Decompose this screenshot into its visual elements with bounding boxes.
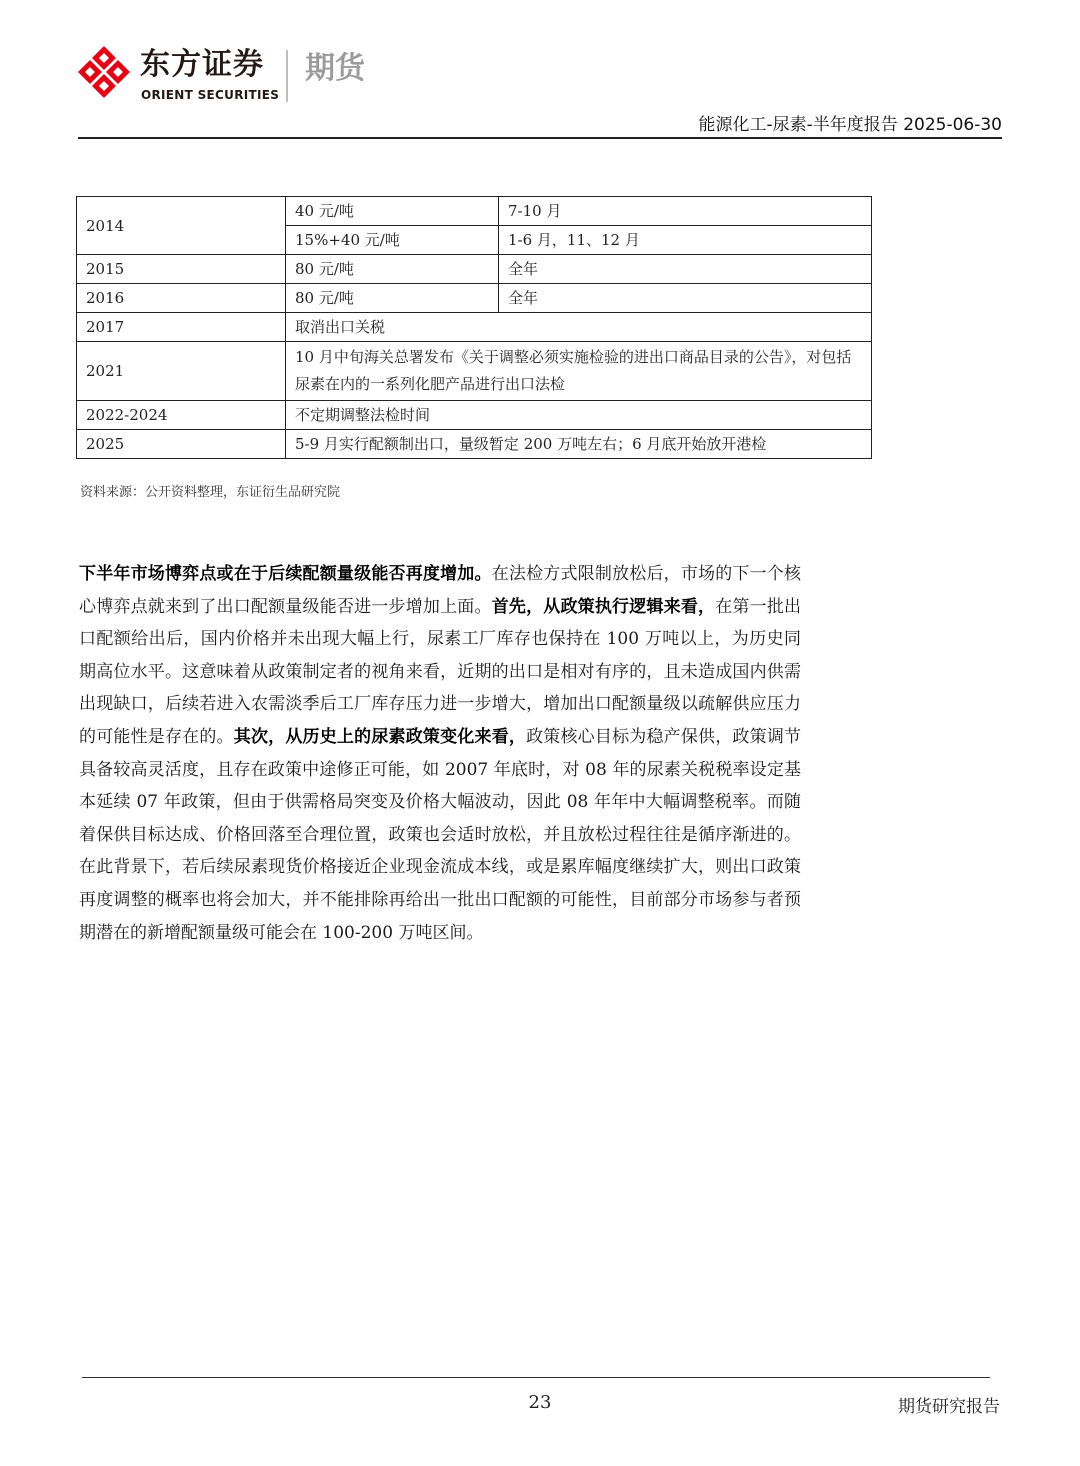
table-cell-year: 2014: [77, 197, 286, 255]
table-cell-note: 5-9 月实行配额制出口，量级暂定 200 万吨左右；6 月底开始放开港检: [286, 430, 872, 459]
table-cell-year: 2022-2024: [77, 401, 286, 430]
table-cell-year: 2016: [77, 284, 286, 313]
table-cell-tariff: 15%+40 元/吨: [286, 226, 499, 255]
footer-divider: [82, 1377, 990, 1378]
body-paragraph: [79, 558, 801, 949]
table-source-note: 资料来源：公开资料整理，东证衍生品研究院: [80, 485, 341, 500]
table-cell-note: 10 月中旬海关总署发布《关于调整必须实施检验的进出口商品目录的公告》，对包括尿素在内的一系列化肥产品进行出口法检: [286, 342, 872, 401]
paragraph-emphasis: 其次，从历史上的尿素政策变化来看，: [233, 726, 527, 747]
report-title-date: 能源化工-尿素-半年度报告 2025-06-30: [698, 115, 1002, 135]
paragraph-text: 政策核心目标为稳产保供，政策调节具备较高灵活度，且存在政策中途修正可能，如 2007 年底时，对 08 年的尿素关税税率设定基本延续 07 年政策，但由于供需格局突变及价格大幅波动，因此 08 年年中大幅调整税率。而随着保供目标达成、价格回落至合理位置，政策也会适时放松，并且放松过程往往是循序渐进的。在此背景下，若后续尿素现货价格接近企业现金流成本线，或是累库幅度继续扩大，则出口政策再度调整的概率也将会加大，并不能排除再给出一批出口配额的可能性，目前部分市场参与者预期潜在的新增配额量级可能会在 100-200 万吨区间。: [79, 726, 802, 943]
paragraph-text: 在法检方式限制放松后，市场的下一个核心博弈点就来到了出口配额量级能否进一步增加上面。: [79, 564, 802, 617]
table-cell-year: 2025: [77, 430, 286, 459]
table-cell-period: 7-10 月: [499, 197, 872, 226]
page-number: 23: [528, 1392, 552, 1413]
table-cell-year: 2021: [77, 342, 286, 401]
table-cell-period: 全年: [499, 255, 872, 284]
table-row: [77, 342, 872, 401]
table-cell-year: 2015: [77, 255, 286, 284]
table-row: [77, 284, 872, 313]
table-cell-tariff: 40 元/吨: [286, 197, 499, 226]
table-row: [77, 401, 872, 430]
table-cell-period: 全年: [499, 284, 872, 313]
table-row: [77, 197, 872, 226]
brand-name-en: ORIENT SECURITIES: [141, 88, 280, 102]
header-divider: [78, 137, 1002, 139]
table-row: [77, 313, 872, 342]
paragraph-lead: 下半年市场博弈点或在于后续配额量级能否再度增加。: [79, 564, 492, 584]
table-cell-tariff: 80 元/吨: [286, 284, 499, 313]
footer-label: 期货研究报告: [898, 1397, 1000, 1417]
paragraph-text: 在第一批出口配额给出后，国内价格并未出现大幅上行，尿素工厂库存也保持在 100 万吨以上，为历史同期高位水平。这意味着从政策制定者的视角来看，近期的出口是相对有序的，且未造成国内供需出现缺口，后续若进入农需淡季后工厂库存压力进一步增大，增加出口配额量级以疏解供应压力的可能性是存在的。: [79, 596, 802, 747]
table-cell-note: 不定期调整法检时间: [286, 401, 872, 430]
brand-name-cn: 东方证券: [140, 47, 264, 82]
table-cell-period: 1-6 月，11、12 月: [499, 226, 872, 255]
export-policy-table: [76, 196, 872, 459]
paragraph-emphasis: 首先，从政策执行逻辑来看，: [491, 596, 716, 617]
table-cell-year: 2017: [77, 313, 286, 342]
brand-futures-label: 期货: [305, 51, 365, 86]
table-row: [77, 255, 872, 284]
table-cell-note: 取消出口关税: [286, 313, 872, 342]
brand-divider: [286, 50, 288, 102]
table-row: [77, 430, 872, 459]
table-cell-tariff: 80 元/吨: [286, 255, 499, 284]
orient-logo-icon: [78, 46, 130, 98]
